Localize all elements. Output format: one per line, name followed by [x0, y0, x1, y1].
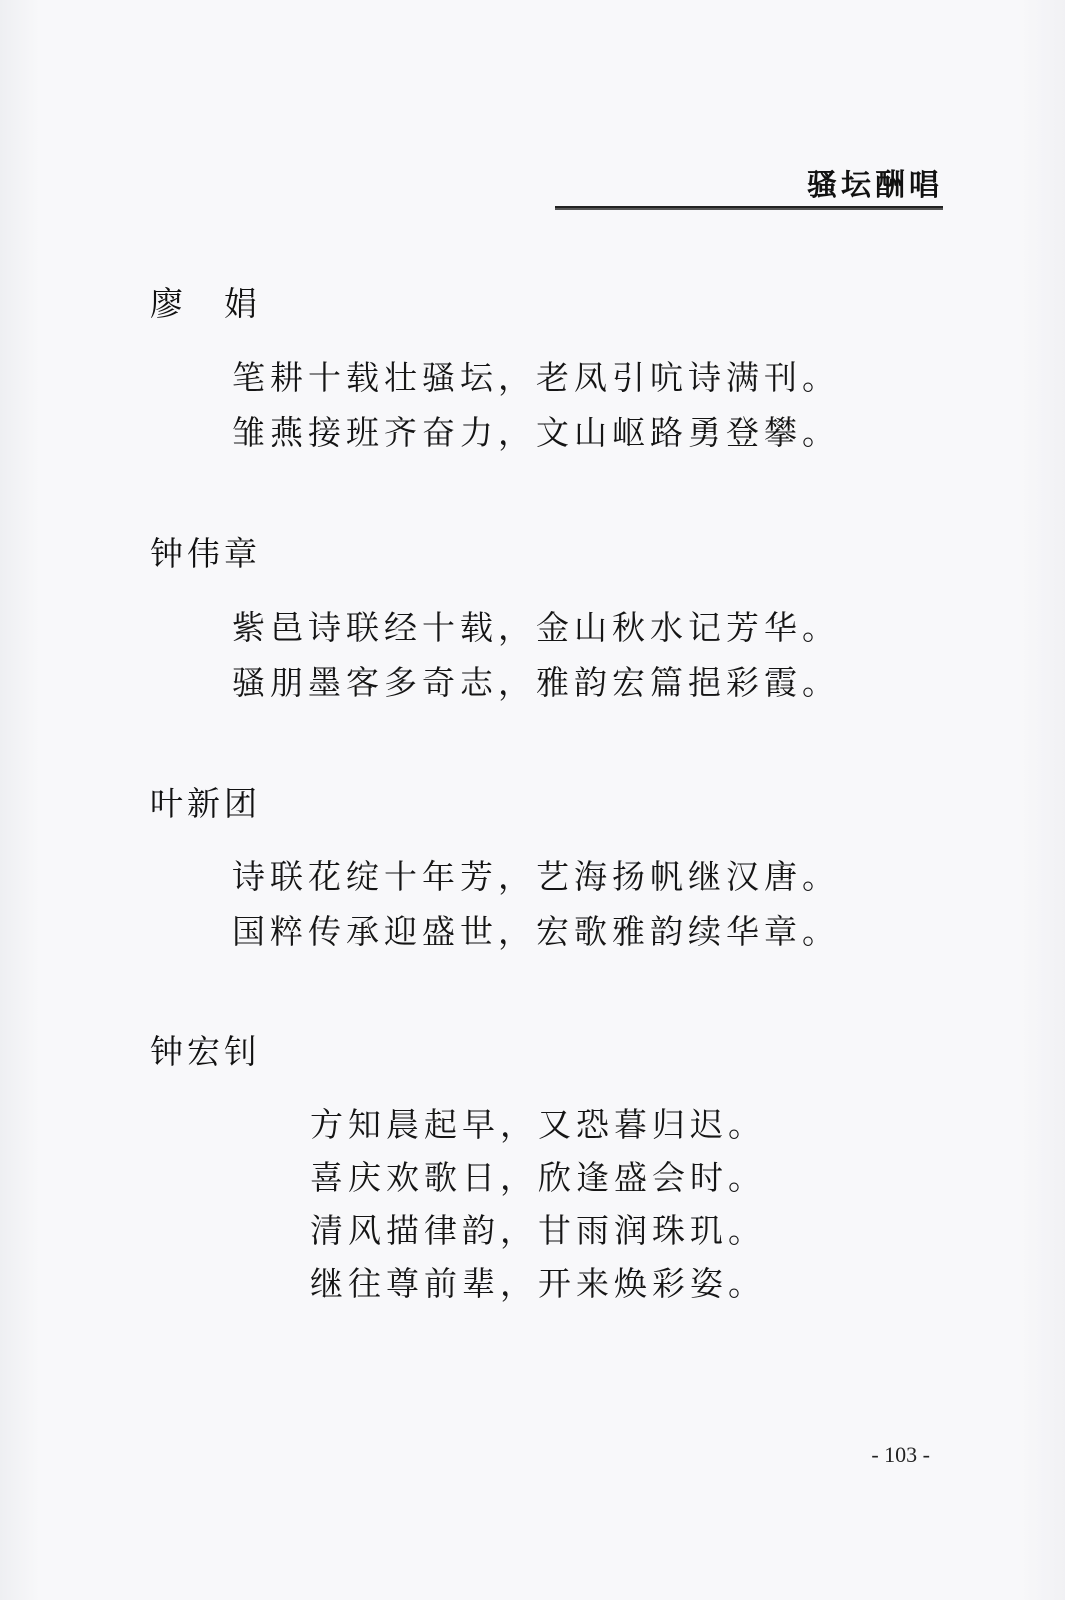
verse-line: 紫邑诗联经十载，金山秋水记芳华。	[232, 608, 840, 647]
verse-line: 骚朋墨客多奇志，雅韵宏篇挹彩霞。	[232, 663, 840, 702]
verse-line: 国粹传承迎盛世，宏歌雅韵续华章。	[232, 912, 840, 951]
page-number: - 103 -	[871, 1442, 930, 1467]
verse-line: 方知晨起早，又恐暮归迟。	[310, 1105, 766, 1144]
poem-author: 叶新团	[150, 784, 261, 823]
verse-line: 雏燕接班齐奋力，文山岖路勇登攀。	[232, 413, 840, 452]
poem-author: 钟伟章	[150, 534, 261, 573]
verse-line: 继往尊前辈，开来焕彩姿。	[310, 1264, 766, 1303]
verse-line: 笔耕十载壮骚坛，老凤引吭诗满刊。	[232, 358, 840, 397]
poem-author: 廖 娟	[150, 284, 261, 323]
running-header	[555, 168, 943, 204]
poem-author: 钟宏钊	[150, 1032, 261, 1071]
header-rule	[555, 206, 943, 210]
verse-line: 喜庆欢歌日，欣逢盛会时。	[310, 1158, 766, 1197]
verse-line: 诗联花绽十年芳，艺海扬帆继汉唐。	[232, 857, 840, 896]
verse-line: 清风描律韵，甘雨润珠玑。	[310, 1211, 766, 1250]
section-title: 骚坛酬唱	[807, 168, 943, 203]
